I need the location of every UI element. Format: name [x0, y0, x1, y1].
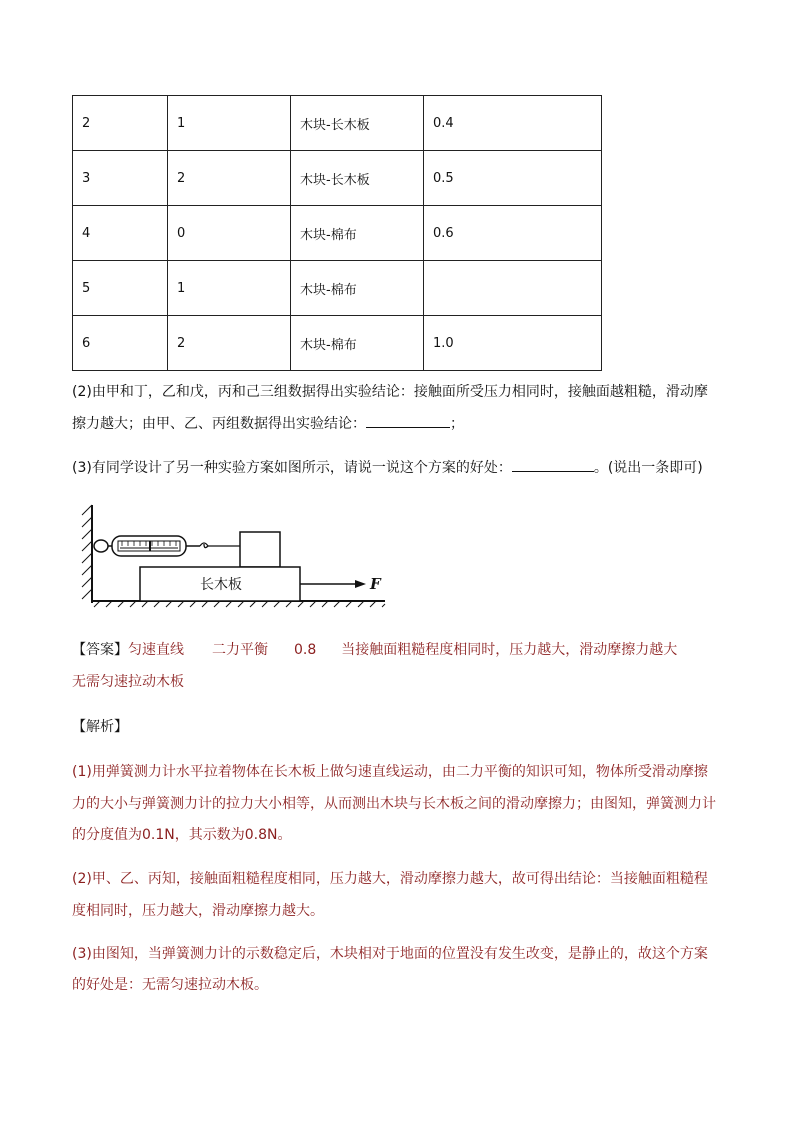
wood-block	[240, 532, 280, 567]
analysis-p2-line1: (2)甲、乙、丙知，接触面粗糙程度相同，压力越大，滑动摩擦力越大，故可得出结论：当接触面粗糙程	[72, 871, 708, 887]
table-cell: 3	[73, 151, 168, 206]
q2-line1: (2)由甲和丁，乙和戊，丙和己三组数据得出实验结论：接触面所受压力相同时，接触面越粗糙，滑动摩	[72, 384, 708, 400]
table-cell: 2	[168, 151, 291, 206]
q3-text-end: 。(说出一条即可)	[593, 460, 703, 476]
table-cell: 木块-棉布	[291, 316, 424, 371]
answer-1: 匀速直线	[128, 642, 184, 658]
table-cell: 0.4	[424, 96, 602, 151]
table-cell: 0	[168, 206, 291, 261]
table-cell: 1.0	[424, 316, 602, 371]
q2-line2-text: 擦力越大；由甲、乙、丙组数据得出实验结论：	[72, 416, 366, 432]
analysis-p1-line2: 力的大小与弹簧测力计的拉力大小相等，从而测出木块与长木板之间的滑动摩擦力；由图知，弹簧测力计	[72, 796, 716, 812]
table-cell: 5	[73, 261, 168, 316]
q2-line2	[72, 413, 464, 433]
analysis-tag: 【解析】	[72, 719, 128, 735]
q3-answer-blank	[512, 457, 594, 472]
data-table	[72, 95, 602, 371]
table-row	[73, 151, 602, 206]
table-cell	[424, 261, 602, 316]
table-cell: 1	[168, 261, 291, 316]
spring-scale	[94, 536, 240, 556]
answer-4: 当接触面粗糙程度相同时，压力越大，滑动摩擦力越大	[341, 642, 678, 658]
table-cell: 木块-长木板	[291, 151, 424, 206]
table-cell: 0.5	[424, 151, 602, 206]
answer-3: 0.8	[294, 642, 317, 658]
analysis-p3-line1: (3)由图知，当弹簧测力计的示数稳定后，木块相对于地面的位置没有发生改变，是静止的，故这个方案	[72, 946, 708, 962]
arrow-head	[355, 580, 366, 588]
q3-text: (3)有同学设计了另一种实验方案如图所示，请说一说这个方案的好处：	[72, 460, 512, 476]
answer-line1	[72, 639, 677, 659]
analysis-p1-line3: 的分度值为0.1N，其示数为0.8N。	[72, 827, 292, 843]
answer-tag: 【答案】	[72, 642, 128, 658]
table-cell: 4	[73, 206, 168, 261]
table-row	[73, 261, 602, 316]
analysis-p1-line1: (1)用弹簧测力计水平拉着物体在长木板上做匀速直线运动，由二力平衡的知识可知，物体所受滑动摩擦	[72, 764, 708, 780]
table-row	[73, 316, 602, 371]
experiment-figure	[80, 503, 390, 610]
table-cell: 木块-棉布	[291, 206, 424, 261]
analysis-p3-line2: 的好处是：无需匀速拉动木板。	[72, 977, 268, 993]
table-cell: 木块-长木板	[291, 96, 424, 151]
table-row	[73, 96, 602, 151]
q2-line2-end: ；	[450, 416, 464, 432]
table-cell: 1	[168, 96, 291, 151]
force-label: F	[370, 575, 381, 593]
answer-2: 二力平衡	[212, 642, 268, 658]
board-label: 长木板	[200, 577, 242, 593]
table-row	[73, 206, 602, 261]
q2-answer-blank	[366, 413, 450, 428]
q3-line	[72, 457, 703, 477]
table-cell: 6	[73, 316, 168, 371]
analysis-p2-line2: 度相同时，压力越大，滑动摩擦力越大。	[72, 903, 324, 919]
answer-5: 无需匀速拉动木板	[72, 674, 184, 690]
table-cell: 2	[168, 316, 291, 371]
table-cell: 0.6	[424, 206, 602, 261]
wall-hatching	[82, 505, 92, 599]
table-cell: 木块-棉布	[291, 261, 424, 316]
table-cell: 2	[73, 96, 168, 151]
